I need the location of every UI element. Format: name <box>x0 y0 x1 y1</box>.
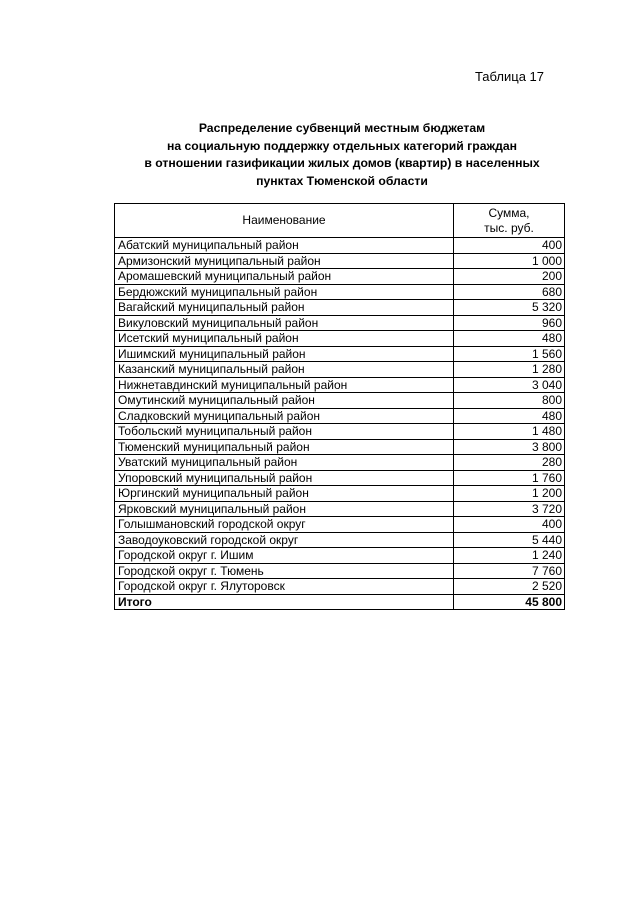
row-name: Викуловский муниципальный район <box>115 315 454 331</box>
row-value: 280 <box>454 455 565 471</box>
row-value: 1 280 <box>454 362 565 378</box>
table-row <box>115 315 565 331</box>
table-row <box>115 269 565 285</box>
total-label: Итого <box>115 594 454 610</box>
table-row <box>115 300 565 316</box>
table-row <box>115 284 565 300</box>
table-row <box>115 563 565 579</box>
row-value: 1 200 <box>454 486 565 502</box>
row-value: 1 480 <box>454 424 565 440</box>
row-name: Казанский муниципальный район <box>115 362 454 378</box>
row-name: Омутинский муниципальный район <box>115 393 454 409</box>
row-name: Бердюжский муниципальный район <box>115 284 454 300</box>
column-header-sum <box>454 204 565 238</box>
table-number-label: Таблица 17 <box>474 69 544 84</box>
table-row <box>115 470 565 486</box>
table-row <box>115 548 565 564</box>
row-value: 680 <box>454 284 565 300</box>
row-value: 2 520 <box>454 579 565 595</box>
row-name: Вагайский муниципальный район <box>115 300 454 316</box>
table-row <box>115 455 565 471</box>
table-row <box>115 501 565 517</box>
row-value: 3 040 <box>454 377 565 393</box>
row-value: 800 <box>454 393 565 409</box>
subvention-table <box>114 203 565 610</box>
row-name: Заводоуковский городской округ <box>115 532 454 548</box>
table-row <box>115 486 565 502</box>
row-value: 3 720 <box>454 501 565 517</box>
row-value: 1 560 <box>454 346 565 362</box>
row-value: 3 800 <box>454 439 565 455</box>
title-line: пунктах Тюменской области <box>256 173 428 188</box>
row-name: Юргинский муниципальный район <box>115 486 454 502</box>
table-row <box>115 439 565 455</box>
table-row <box>115 408 565 424</box>
table-row <box>115 238 565 254</box>
table-row <box>115 579 565 595</box>
table-row <box>115 331 565 347</box>
row-name: Тюменский муниципальный район <box>115 439 454 455</box>
row-name: Ярковский муниципальный район <box>115 501 454 517</box>
title-line: на социальную поддержку отдельных категорий граждан <box>166 138 517 153</box>
row-name: Нижнетавдинский муниципальный район <box>115 377 454 393</box>
row-value: 5 320 <box>454 300 565 316</box>
table-row <box>115 393 565 409</box>
row-name: Городской округ г. Ишим <box>115 548 454 564</box>
row-value: 7 760 <box>454 563 565 579</box>
table-row <box>115 253 565 269</box>
table-row <box>115 532 565 548</box>
table-row <box>115 517 565 533</box>
row-name: Городской округ г. Тюмень <box>115 563 454 579</box>
column-header-sum-line1: Сумма, <box>488 205 530 220</box>
row-name: Исетский муниципальный район <box>115 331 454 347</box>
row-name: Упоровский муниципальный район <box>115 470 454 486</box>
row-value: 480 <box>454 331 565 347</box>
table-row <box>115 424 565 440</box>
row-value: 200 <box>454 269 565 285</box>
row-name: Голышмановский городской округ <box>115 517 454 533</box>
table-row <box>115 362 565 378</box>
row-value: 5 440 <box>454 532 565 548</box>
document-title <box>118 120 566 190</box>
row-name: Городской округ г. Ялуторовск <box>115 579 454 595</box>
column-header-sum-line2: тыс. руб. <box>484 220 534 235</box>
table-header-row <box>115 204 565 238</box>
row-name: Аромашевский муниципальный район <box>115 269 454 285</box>
title-line: в отношении газификации жилых домов (квартир) в населенных <box>144 156 540 170</box>
row-value: 960 <box>454 315 565 331</box>
row-value: 400 <box>454 238 565 254</box>
row-name: Ишимский муниципальный район <box>115 346 454 362</box>
row-value: 1 000 <box>454 253 565 269</box>
row-name: Армизонский муниципальный район <box>115 253 454 269</box>
row-name: Уватский муниципальный район <box>115 455 454 471</box>
row-name: Абатский муниципальный район <box>115 238 454 254</box>
row-value: 480 <box>454 408 565 424</box>
total-row <box>115 594 565 610</box>
row-name: Тобольский муниципальный район <box>115 424 454 440</box>
row-value: 1 760 <box>454 470 565 486</box>
row-value: 400 <box>454 517 565 533</box>
table-row <box>115 377 565 393</box>
table-row <box>115 346 565 362</box>
total-value: 45 800 <box>454 594 565 610</box>
row-name: Сладковский муниципальный район <box>115 408 454 424</box>
table-body <box>115 238 565 610</box>
row-value: 1 240 <box>454 548 565 564</box>
column-header-name: Наименование <box>115 204 454 238</box>
title-line: Распределение субвенций местным бюджетам <box>198 121 486 135</box>
